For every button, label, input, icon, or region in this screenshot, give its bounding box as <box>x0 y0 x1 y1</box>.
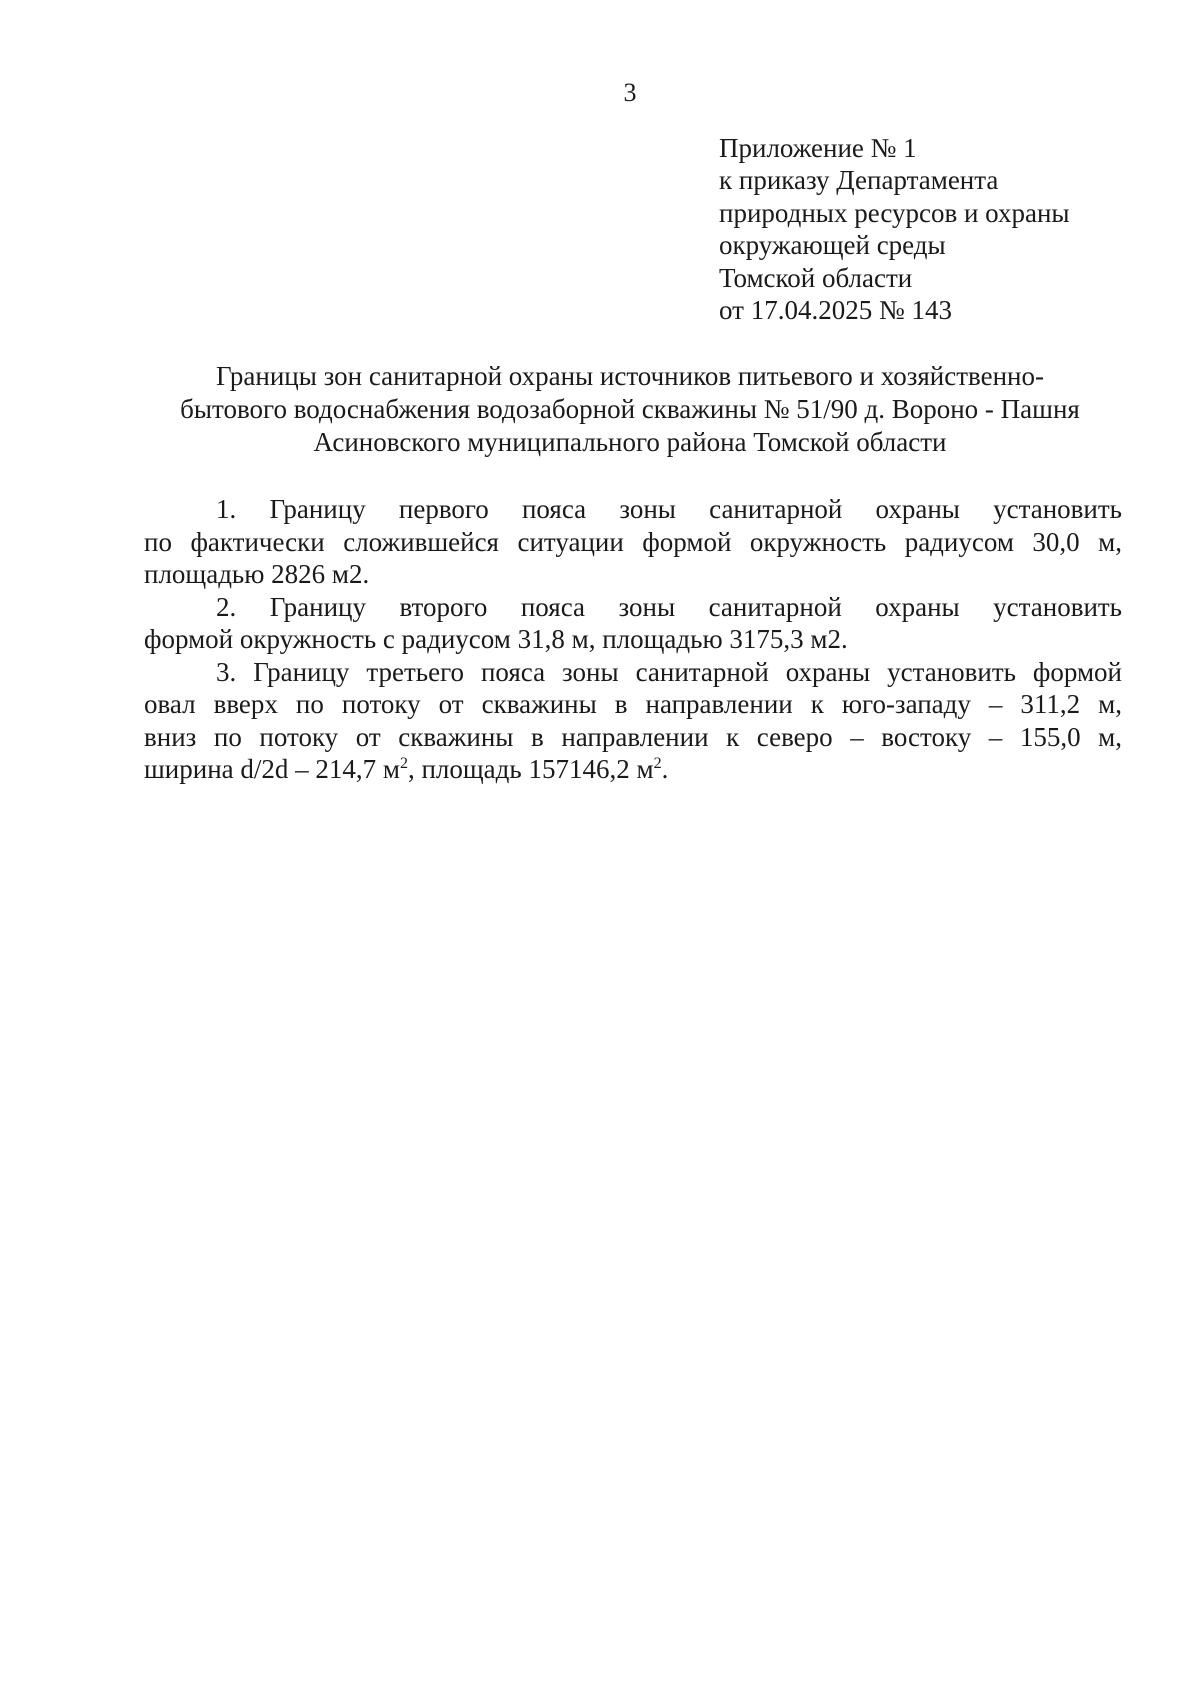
appendix-line: Приложение № 1 <box>719 133 917 163</box>
text-fragment: . <box>661 754 669 784</box>
title-line: бытового водоснабжения водозаборной скважины № 51/90 д. Вороно - Пашня <box>180 394 1080 424</box>
paragraph-line: овал вверх по потоку от скважины в направлении к юго-западу – 311,2 м, <box>144 689 1122 719</box>
title-line: Границы зон санитарной охраны источников питьевого и хозяйственно- <box>215 361 1044 391</box>
superscript: 2 <box>399 755 408 772</box>
appendix-line: Томской области <box>719 262 913 293</box>
appendix-line: окружающей среды <box>719 230 946 261</box>
superscript: 2 <box>653 755 662 772</box>
paragraph-line: вниз по потоку от скважины в направлении к северо – востоку – 155,0 м, <box>144 721 1122 752</box>
paragraph-line: по фактически сложившейся ситуации формой окружность радиусом 30,0 м, <box>144 526 1122 557</box>
paragraph-line: площадью 2826 м2. <box>144 559 370 589</box>
appendix-header <box>719 132 1159 326</box>
paragraph-last-line <box>144 753 1122 786</box>
paragraph-line: 1. Границу первого пояса зоны санитарной охраны установить <box>216 494 1122 524</box>
title-line: Асиновского муниципального района Томской области <box>313 427 947 457</box>
paragraph-1 <box>144 493 1122 591</box>
document-title <box>120 360 1140 459</box>
paragraph-line: 3. Границу третьего пояса зоны санитарной охраны установить формой <box>216 656 1122 687</box>
text-fragment: , площадь 157146,2 м <box>407 754 654 784</box>
appendix-line: к приказу Департамента <box>719 165 999 196</box>
document-body <box>144 493 1122 786</box>
appendix-line: природных ресурсов и охраны <box>719 197 1070 228</box>
page-number: 3 <box>623 78 637 107</box>
appendix-line: от 17.04.2025 № 143 <box>719 295 952 326</box>
paragraph-line: формой окружность с радиусом 31,8 м, площадью 3175,3 м2. <box>144 624 848 654</box>
paragraph-line: 2. Границу второго пояса зоны санитарной охраны установить <box>216 591 1122 622</box>
paragraph-2 <box>144 591 1122 656</box>
paragraph-3 <box>144 656 1122 786</box>
text-fragment: ширина d/2d – 214,7 м <box>144 754 400 784</box>
